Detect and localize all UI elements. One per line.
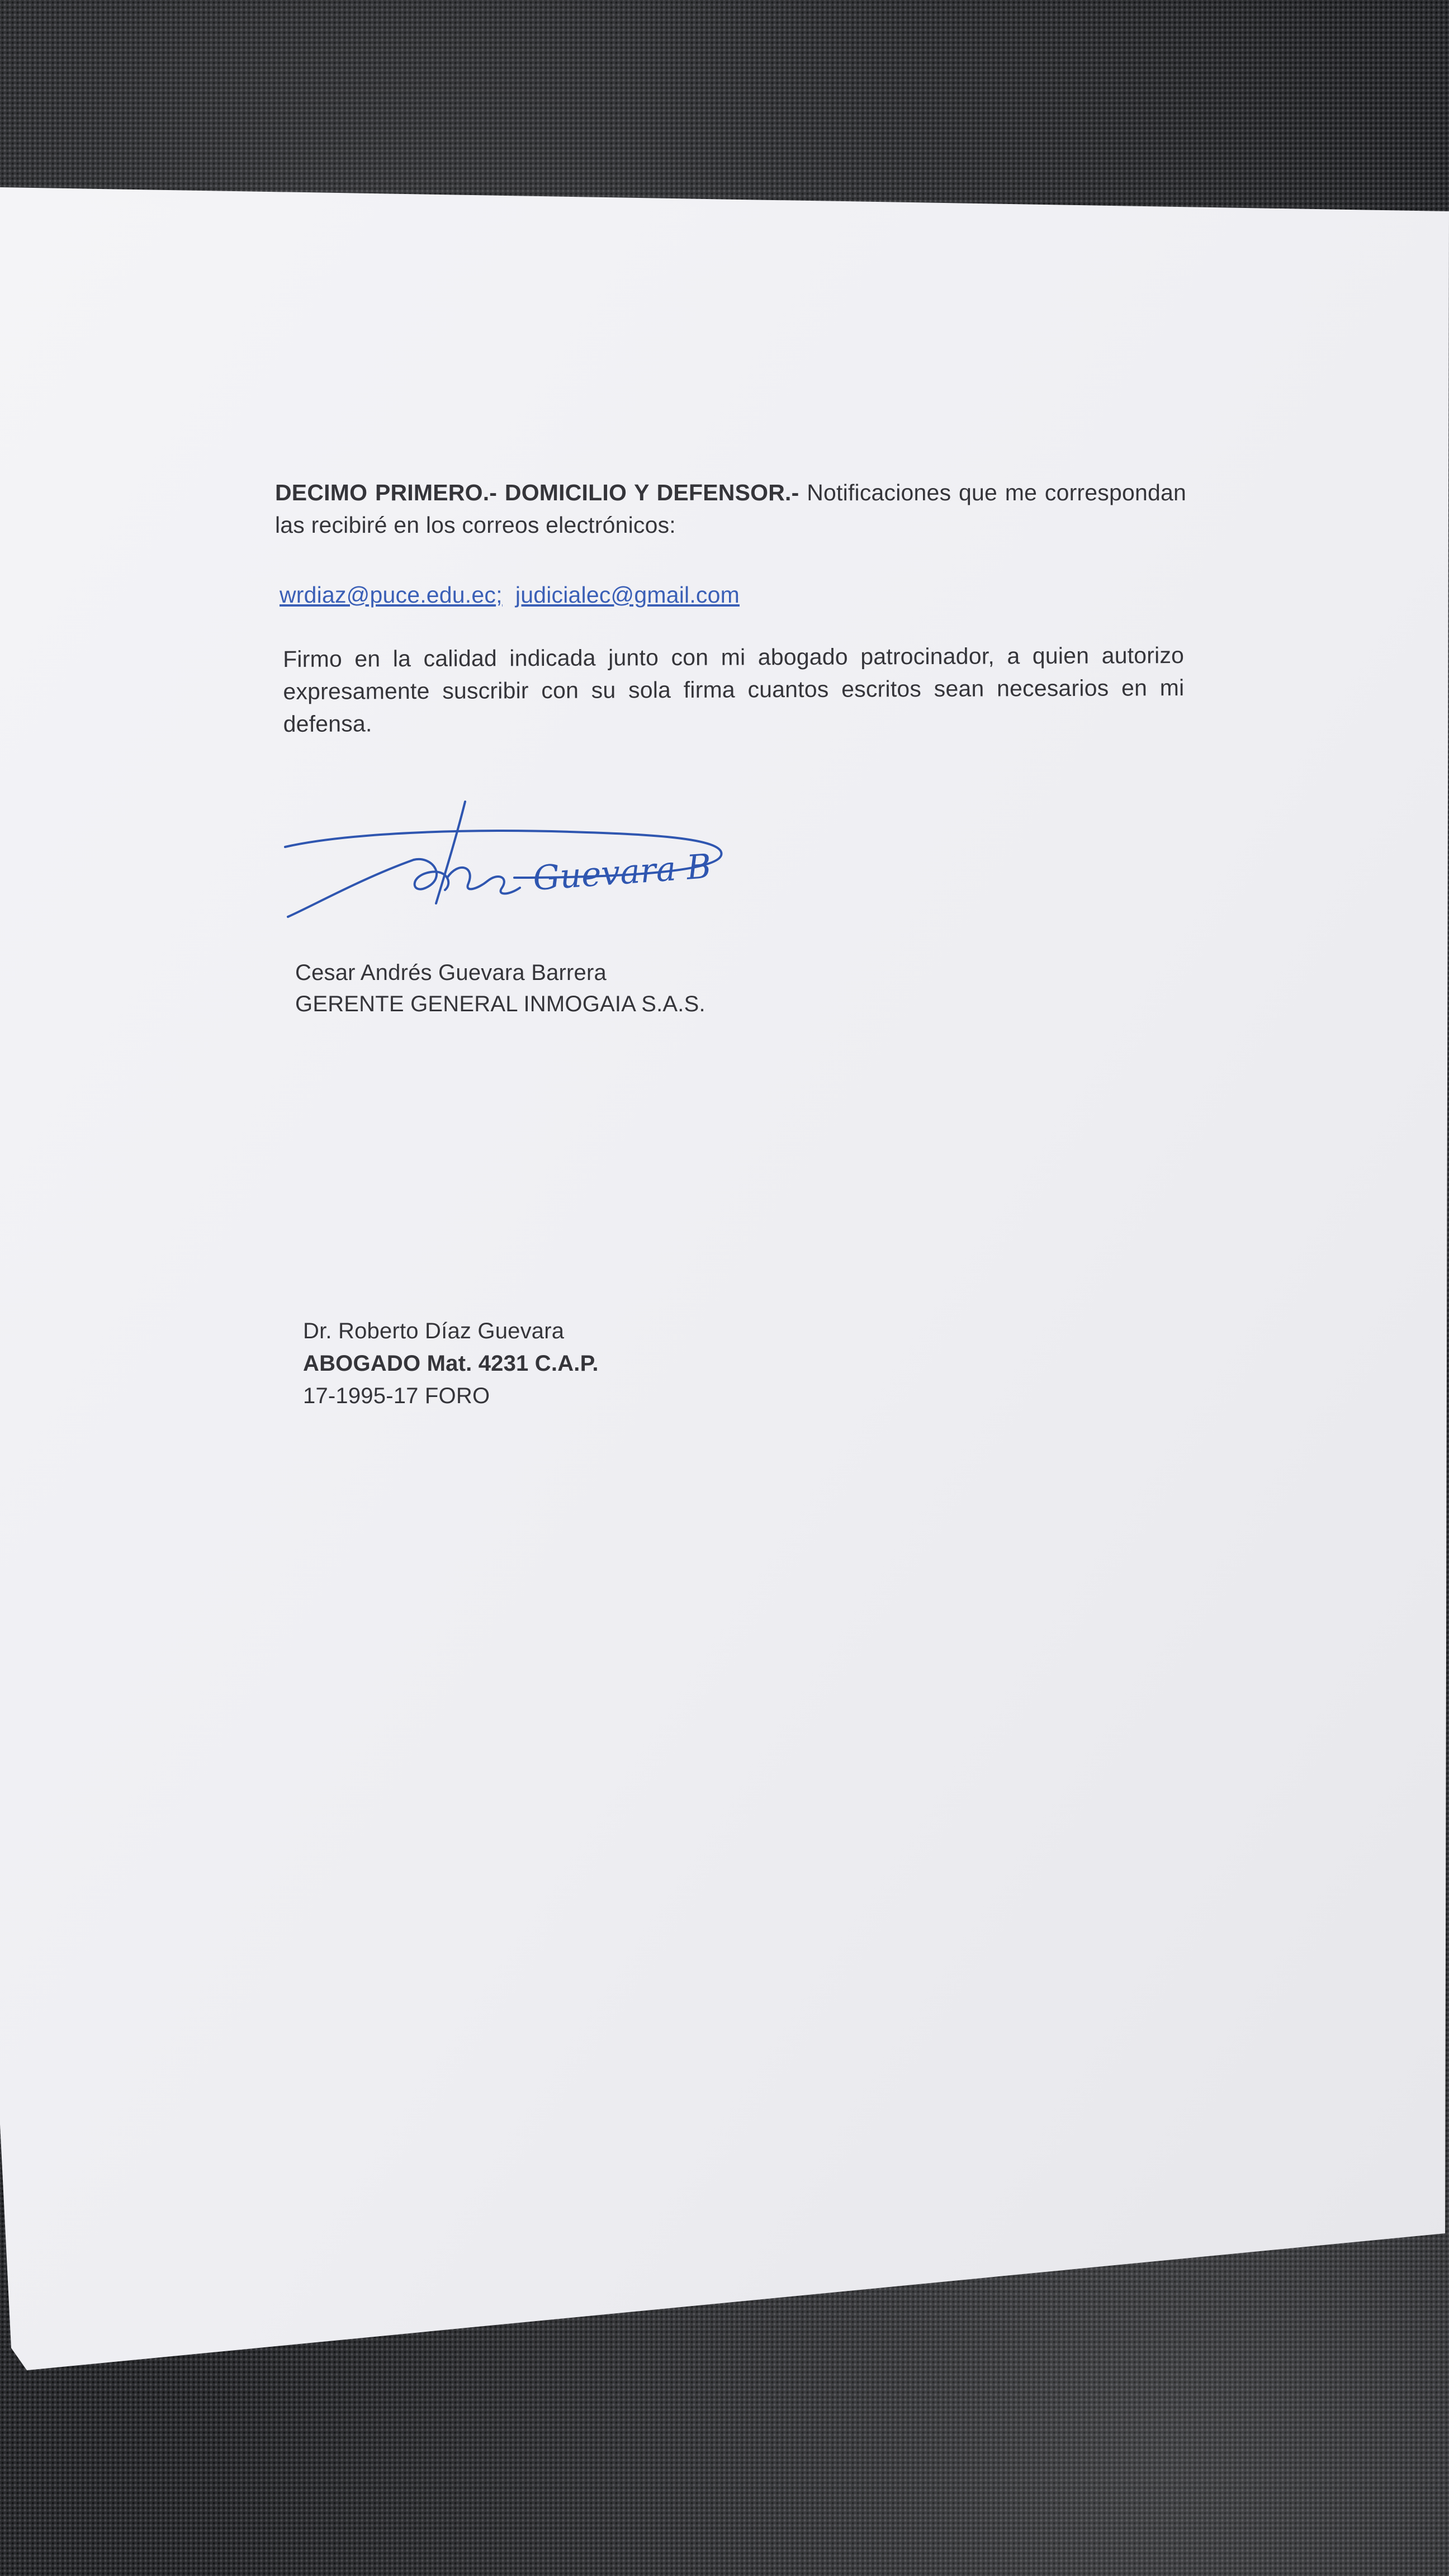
email-link-secondary[interactable]: judicialec@gmail.com bbox=[515, 582, 740, 608]
lawyer-registration: ABOGADO Mat. 4231 C.A.P. bbox=[303, 1351, 599, 1376]
signing-paragraph: Firmo en la calidad indicada junto con mi abogado patrocinador, a quien autorizo expresamente suscribir con su sola firma cuantos escritos sean necesarios en mi defensa. bbox=[283, 642, 1185, 737]
signature-text: Guevara B bbox=[532, 846, 713, 898]
lawyer-name: Dr. Roberto Díaz Guevara bbox=[303, 1319, 565, 1343]
email-line bbox=[280, 579, 1062, 611]
lawyer-block bbox=[303, 1315, 806, 1412]
clause-text: Notificaciones que me correspondan las recibiré en los correos electrónicos: bbox=[275, 480, 1186, 538]
handwritten-signature bbox=[280, 794, 738, 928]
clause-heading: DECIMO PRIMERO.- DOMICILIO Y DEFENSOR.- bbox=[275, 480, 799, 505]
clause-paragraph bbox=[275, 476, 1186, 541]
signer-block bbox=[295, 957, 798, 1020]
lawyer-foro: 17-1995-17 FORO bbox=[303, 1384, 490, 1408]
signer-title: GERENTE GENERAL INMOGAIA S.A.S. bbox=[295, 992, 705, 1016]
email-link-primary[interactable]: wrdiaz@puce.edu.ec bbox=[280, 582, 496, 608]
signer-name: Cesar Andrés Guevara Barrera bbox=[295, 960, 607, 985]
email-separator: ; bbox=[496, 582, 503, 608]
